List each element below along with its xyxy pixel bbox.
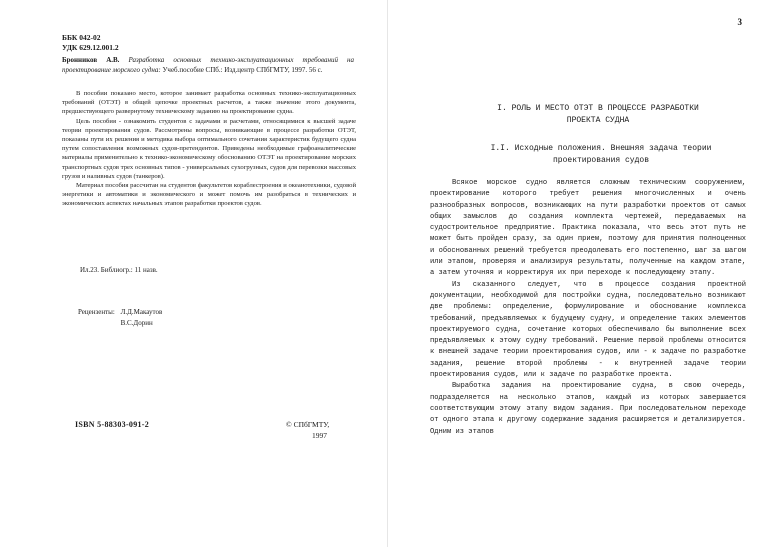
annotation-paragraph: Материал пособия рассчитан на студентов факультетов кораблестроения и океанотехники, судовой энергетики и автоматики и экономического и может помочь им разобраться в технических и экономических аспектах начальных этапов разработки проектов судов. <box>62 182 356 208</box>
reviewers-label: Рецензенты: <box>78 308 115 316</box>
publication-details: Учеб.пособие СПб.: Изд.центр СПбГМТУ, 1997. 56 с. <box>162 65 323 74</box>
classification-codes <box>62 33 119 53</box>
isbn: ISBN 5-88303-091-2 <box>75 420 150 429</box>
body-paragraph: Из сказанного следует, что в процессе создания проектной документации, необходимой для постройки судна, последовательно возникают две проблемы: определение, формулирование и обоснование комплекса требований, предъявляемых к будущему судну, и определение таких элементов проектируемого судна, сочетание которых обеспечивало бы выполнение всех предъявляемых к этому судну требований. Решение первой проблемы относится к внешней задаче теории проектирования судов, или - к задаче по разработке задания, решение второй проблемы - к внутренней задаче теории проектирования судов, или к задаче по разработке проекта. <box>430 280 746 380</box>
body-paragraph: Всякое морское судно является сложным техническим сооружением, проектирование которого требует решения многочисленных и очень разнообразных вопросов, возникающих на пути разработки проектов от самых общих замыслов до создания комплекта чертежей, передаваемых на судостроительное предприятие. Практика показала, что весь этот путь не может быть пройден сразу, за один прием, поэтому для принятия полноценных и обоснованных решений требуется преодолевать его постепенно, шаг за шагом или этапом, проверяя и анализируя результаты, полученные на каждом этапе, а затем уточняя и корректируя их при переходе к последующему этапу. <box>430 179 746 278</box>
right-page <box>388 0 776 547</box>
page-number: 3 <box>737 17 742 27</box>
reviewers <box>78 307 162 329</box>
reviewer-name: Л.Д.Макаутов <box>120 308 163 316</box>
copyright-holder: © СПбГМТУ, <box>286 420 330 429</box>
chapter-heading: I. РОЛЬ И МЕСТО ОТЭТ В ПРОЦЕССЕ РАЗРАБОТКИ ПРОЕКТА СУДНА <box>497 104 699 125</box>
body-paragraph: Выработка задания на проектирование судна, в свою очередь, подразделяется на несколько этапов, каждый из которых завершается соответствующим этому этапу видом задания. При последовательном переходе от одного этапа к другому содержание задания расширяется и детализируется. Одним из этапов <box>430 382 746 436</box>
section-heading: I.I. Исходные положения. Внешняя задача теории проектирования судов <box>490 144 712 165</box>
bibliographic-entry <box>62 56 354 75</box>
copyright-year: 1997 <box>312 431 327 440</box>
udk-code: УДК 629.12.001.2 <box>62 43 119 52</box>
annotation <box>62 89 356 209</box>
annotation-paragraph: В пособии показано место, которое занимает разработка основных технико-эксплуатационных требований (ОТЭТ) в общей цепочке проектных расчетов, а также значение этого документа, предшествующего развернутому техническому заданию на проектирование судна. <box>62 90 356 116</box>
copyright <box>286 419 329 441</box>
book-title: Разработка основных технико-эксплуатационных требований на проектирование морского судна: <box>62 56 355 74</box>
body-text <box>430 178 746 438</box>
bbk-code: ББК 042-02 <box>62 33 101 42</box>
illustrations-count: Ил.23. Библиогр.: 11 назв. <box>80 266 158 274</box>
annotation-paragraph: Цель пособия - ознакомить студентов с задачами и расчетами, относящимися к высшей задаче теории проектирования судов. Рассмотрены вопросы, возникающие в процессе разработки ОТЭТ, показаны пути их решения и методика выбора оптимального сочетания характеристик будущего судна путем сопоставления возможных судов-претендентов. Приведены необходимые графоаналитические материалы применительно к технико-экономическому обоснованию ОТЭТ на проектирование морских транспортных судов трех основных типов - универсальных сухогрузных, судов для перевозки массовых грузов и наливных судов (танкеров). <box>62 117 356 180</box>
author: Бронников А.В. <box>62 56 120 64</box>
reviewer-name: В.С.Дорин <box>120 319 153 327</box>
reviewer-names <box>121 307 163 329</box>
